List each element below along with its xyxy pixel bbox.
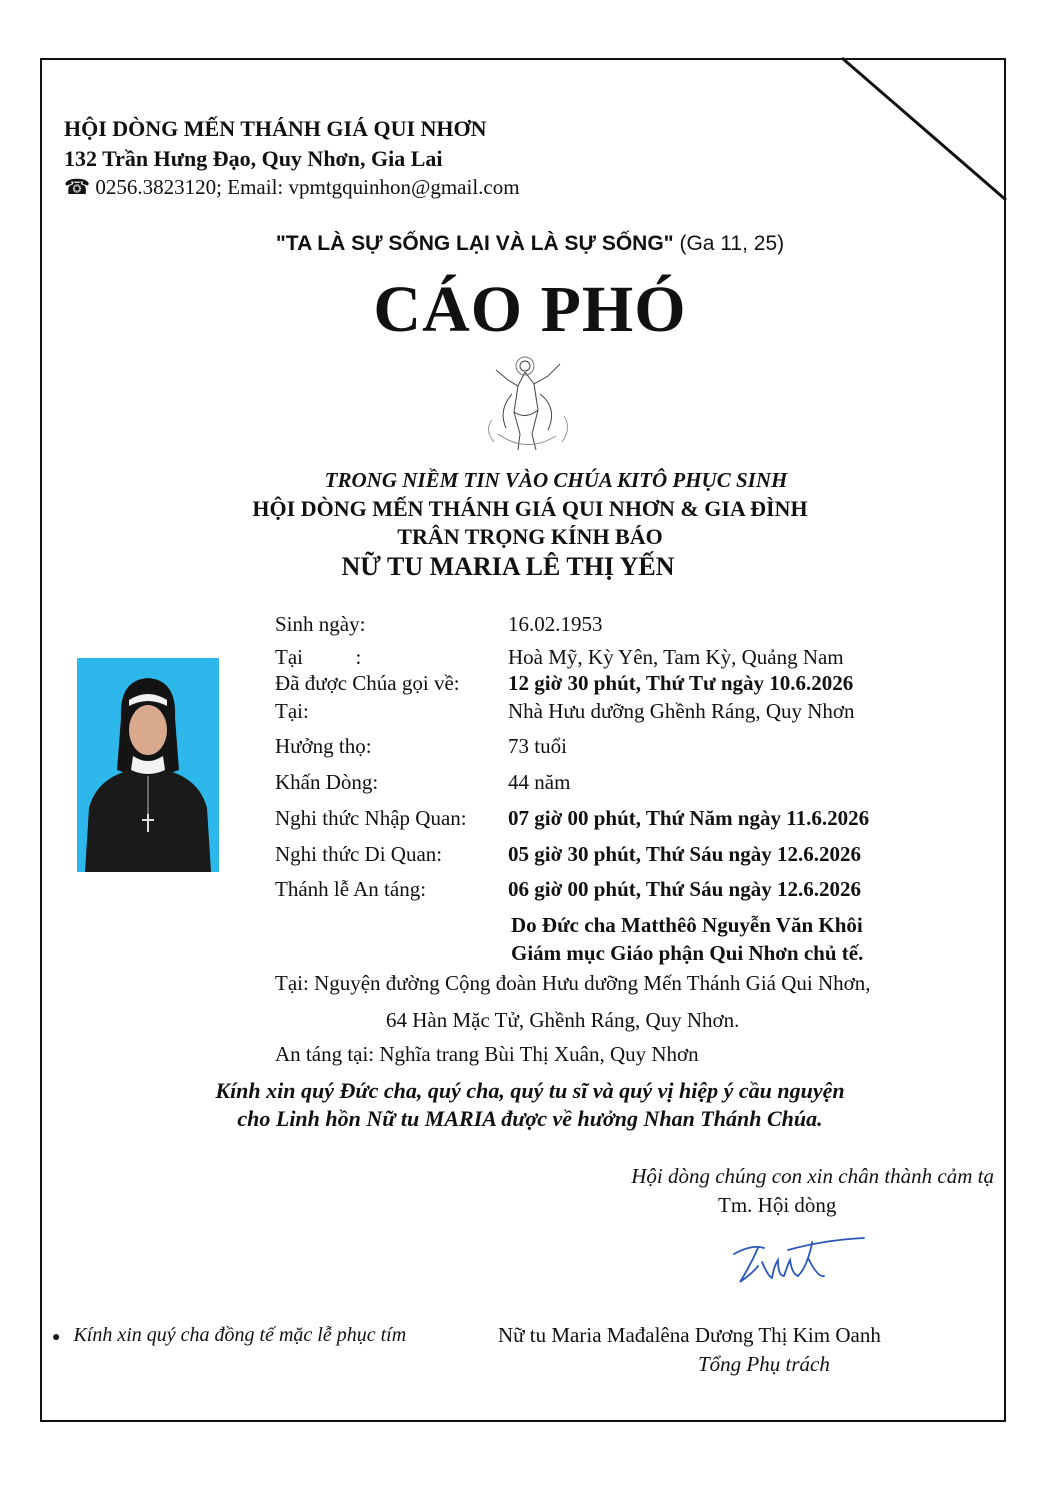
quote-text: "TA LÀ SỰ SỐNG LẠI VÀ LÀ SỰ SỐNG" — [275, 232, 674, 255]
detail-label: Thánh lễ An táng: — [275, 877, 427, 901]
detail-label: Đã được Chúa gọi về: — [275, 671, 460, 695]
org-address: 132 Trần Hưng Đạo, Quy Nhơn, Gia Lai — [64, 146, 443, 171]
bullet-icon: ● — [52, 1330, 61, 1345]
detail-value: Hoà Mỹ, Kỳ Yên, Tam Kỳ, Quảng Nam — [508, 645, 844, 669]
detail-label: Khấn Dòng: — [275, 770, 379, 794]
contact-info: 0256.3823120; Email: vpmtgquinhon@gmail.com — [95, 175, 520, 199]
detail-label: Sinh ngày: — [275, 612, 366, 636]
detail-value: 73 tuổi — [508, 734, 567, 758]
detail-value: Nhà Hưu dưỡng Ghềnh Ráng, Quy Nhơn — [508, 699, 855, 723]
scripture-quote — [0, 232, 1060, 256]
faith-line: TRONG NIỀM TIN VÀO CHÚA KITÔ PHỤC SINH — [324, 468, 788, 492]
detail-value: 12 giờ 30 phút, Thứ Tư ngày 10.6.2026 — [508, 671, 854, 695]
announcer-line: HỘI DÒNG MẾN THÁNH GIÁ QUI NHƠN & GIA ĐÌNH — [252, 496, 808, 521]
detail-value: 44 năm — [508, 770, 571, 794]
page-title: CÁO PHÓ — [373, 273, 687, 346]
venue-line: Tại: Nguyện đường Cộng đoàn Hưu dưỡng Mến Thánh Giá Qui Nhơn, — [275, 971, 871, 995]
burial-place: An táng tại: Nghĩa trang Bùi Thị Xuân, Quy Nhơn — [275, 1042, 699, 1066]
prayer-request: Kính xin quý Đức cha, quý cha, quý tu sĩ và quý vị hiệp ý cầu nguyện — [215, 1078, 845, 1103]
detail-label: Nghi thức Di Quan: — [275, 842, 443, 866]
signer-name: Nữ tu Maria Mađalêna Dương Thị Kim Oanh — [498, 1323, 881, 1347]
contact-line — [64, 175, 520, 200]
signer-role: Tổng Phụ trách — [698, 1352, 830, 1376]
vestment-note: Kính xin quý cha đồng tế mặc lễ phục tím — [73, 1324, 407, 1346]
org-name: HỘI DÒNG MẾN THÁNH GIÁ QUI NHƠN — [64, 116, 487, 141]
detail-value: 05 giờ 30 phút, Thứ Sáu ngày 12.6.2026 — [508, 842, 861, 866]
celebrant-line: Do Đức cha Matthêô Nguyễn Văn Khôi — [511, 913, 863, 937]
respectful-notice: TRÂN TRỌNG KÍNH BÁO — [397, 524, 663, 549]
deceased-name: NỮ TU MARIA LÊ THỊ YẾN — [341, 552, 675, 581]
detail-label: Tại : — [275, 645, 362, 669]
handwritten-signature — [728, 1236, 868, 1292]
celebrant-title: Giám mục Giáo phận Qui Nhơn chủ tế. — [511, 941, 864, 965]
detail-label: Tại: — [275, 699, 309, 723]
venue-address: 64 Hàn Mặc Tử, Ghềnh Ráng, Quy Nhơn. — [386, 1008, 740, 1032]
phone-icon: ☎ — [64, 175, 91, 199]
on-behalf-line: Tm. Hội dòng — [718, 1193, 837, 1217]
detail-value: 16.02.1953 — [508, 612, 603, 636]
risen-christ-image — [478, 350, 578, 458]
footnote — [52, 1324, 406, 1347]
quote-reference: (Ga 11, 25) — [679, 232, 785, 255]
prayer-request-continued: cho Linh hồn Nữ tu MARIA được về hưởng Nhan Thánh Chúa. — [237, 1106, 823, 1131]
deceased-photo — [77, 658, 219, 872]
detail-value: 07 giờ 00 phút, Thứ Năm ngày 11.6.2026 — [508, 806, 870, 830]
detail-value: 06 giờ 00 phút, Thứ Sáu ngày 12.6.2026 — [508, 877, 861, 901]
thanks-line: Hội dòng chúng con xin chân thành cảm tạ — [631, 1164, 994, 1188]
detail-label: Nghi thức Nhập Quan: — [275, 806, 467, 830]
detail-label: Hưởng thọ: — [275, 734, 372, 758]
